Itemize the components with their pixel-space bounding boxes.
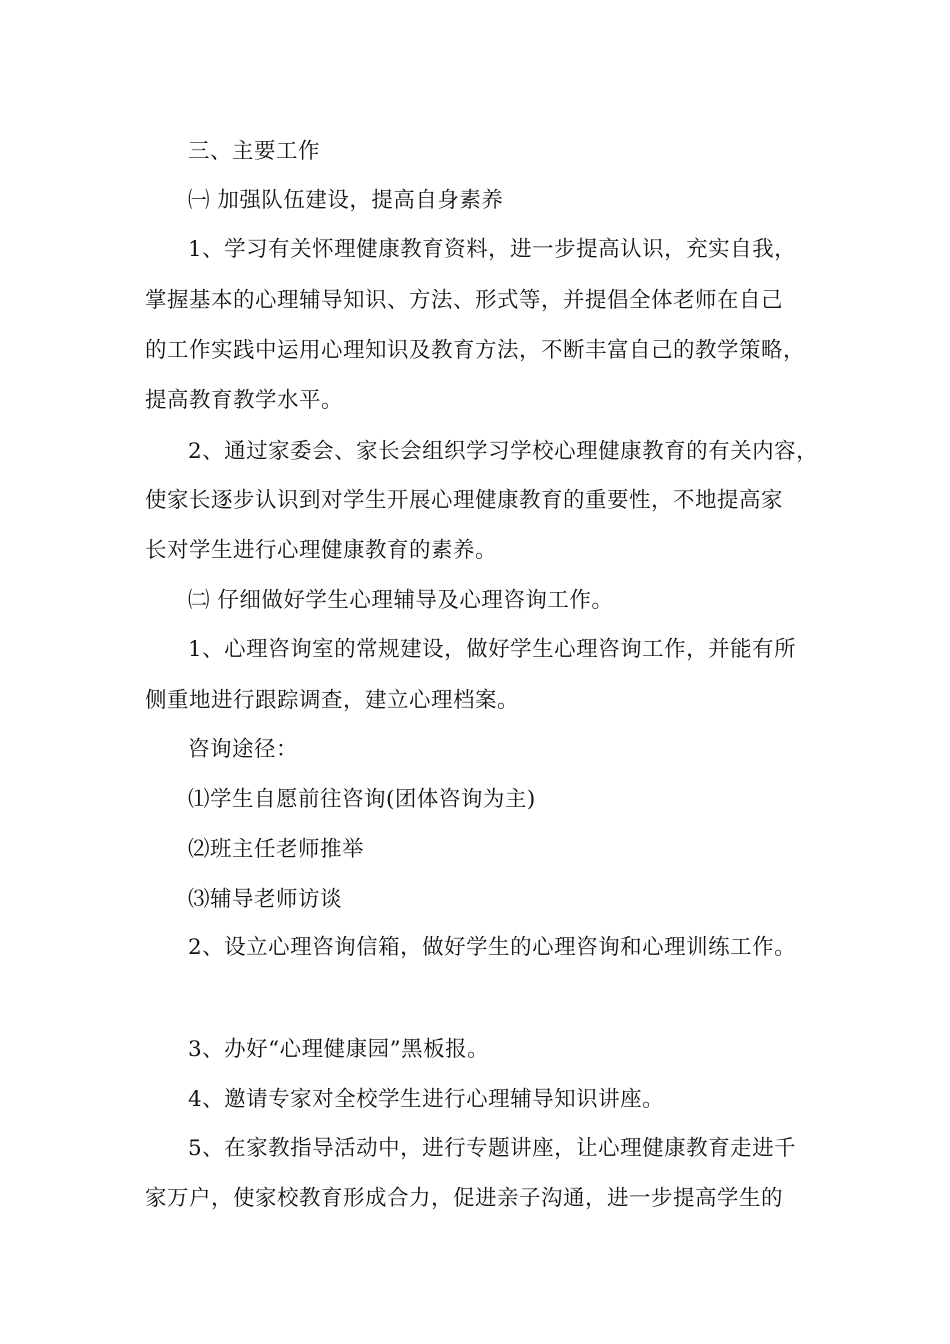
paragraph-line: 咨询途径： <box>188 737 299 762</box>
section-heading: 三、主要工作 <box>188 139 321 164</box>
paragraph-line: 2、设立心理咨询信箱，做好学生的心理咨询和心理训练工作。 <box>188 935 797 960</box>
list-item: ⑵班主任老师推举 <box>188 837 365 862</box>
paragraph-line: 家万户，使家校教育形成合力，促进亲子沟通，进一步提高学生的 <box>145 1186 784 1211</box>
paragraph-line: 的工作实践中运用心理知识及教育方法，不断丰富自己的教学策略， <box>145 338 806 363</box>
paragraph-line: 侧重地进行跟踪调查，建立心理档案。 <box>145 688 520 713</box>
paragraph-line: 4、邀请专家对全校学生进行心理辅导知识讲座。 <box>188 1087 665 1112</box>
paragraph-line: 长对学生进行心理健康教育的素养。 <box>145 538 498 563</box>
paragraph-line: 使家长逐步认识到对学生开展心理健康教育的重要性，不地提高家 <box>145 488 784 513</box>
list-item: ⑶辅导老师访谈 <box>188 887 343 912</box>
subsection-heading: ㈡ 仔细做好学生心理辅导及心理咨询工作。 <box>188 588 614 613</box>
paragraph-line: 1、心理咨询室的常规建设，做好学生心理咨询工作，并能有所 <box>188 637 797 662</box>
paragraph-line: 提高教育教学水平。 <box>145 388 344 413</box>
paragraph-line: 2、通过家委会、家长会组织学习学校心理健康教育的有关内容， <box>188 439 819 464</box>
paragraph-line: 3、办好“心理健康园”黑板报。 <box>188 1037 490 1062</box>
paragraph-line: 掌握基本的心理辅导知识、方法、形式等，并提倡全体老师在自己 <box>145 288 784 313</box>
subsection-heading: ㈠ 加强队伍建设，提高自身素养 <box>188 188 504 213</box>
paragraph-line: 1、学习有关怀理健康教育资料，进一步提高认识，充实自我， <box>188 237 797 262</box>
list-item: ⑴学生自愿前往咨询(团体咨询为主) <box>188 787 536 812</box>
paragraph-line: 5、在家教指导活动中，进行专题讲座，让心理健康教育走进千 <box>188 1136 797 1161</box>
